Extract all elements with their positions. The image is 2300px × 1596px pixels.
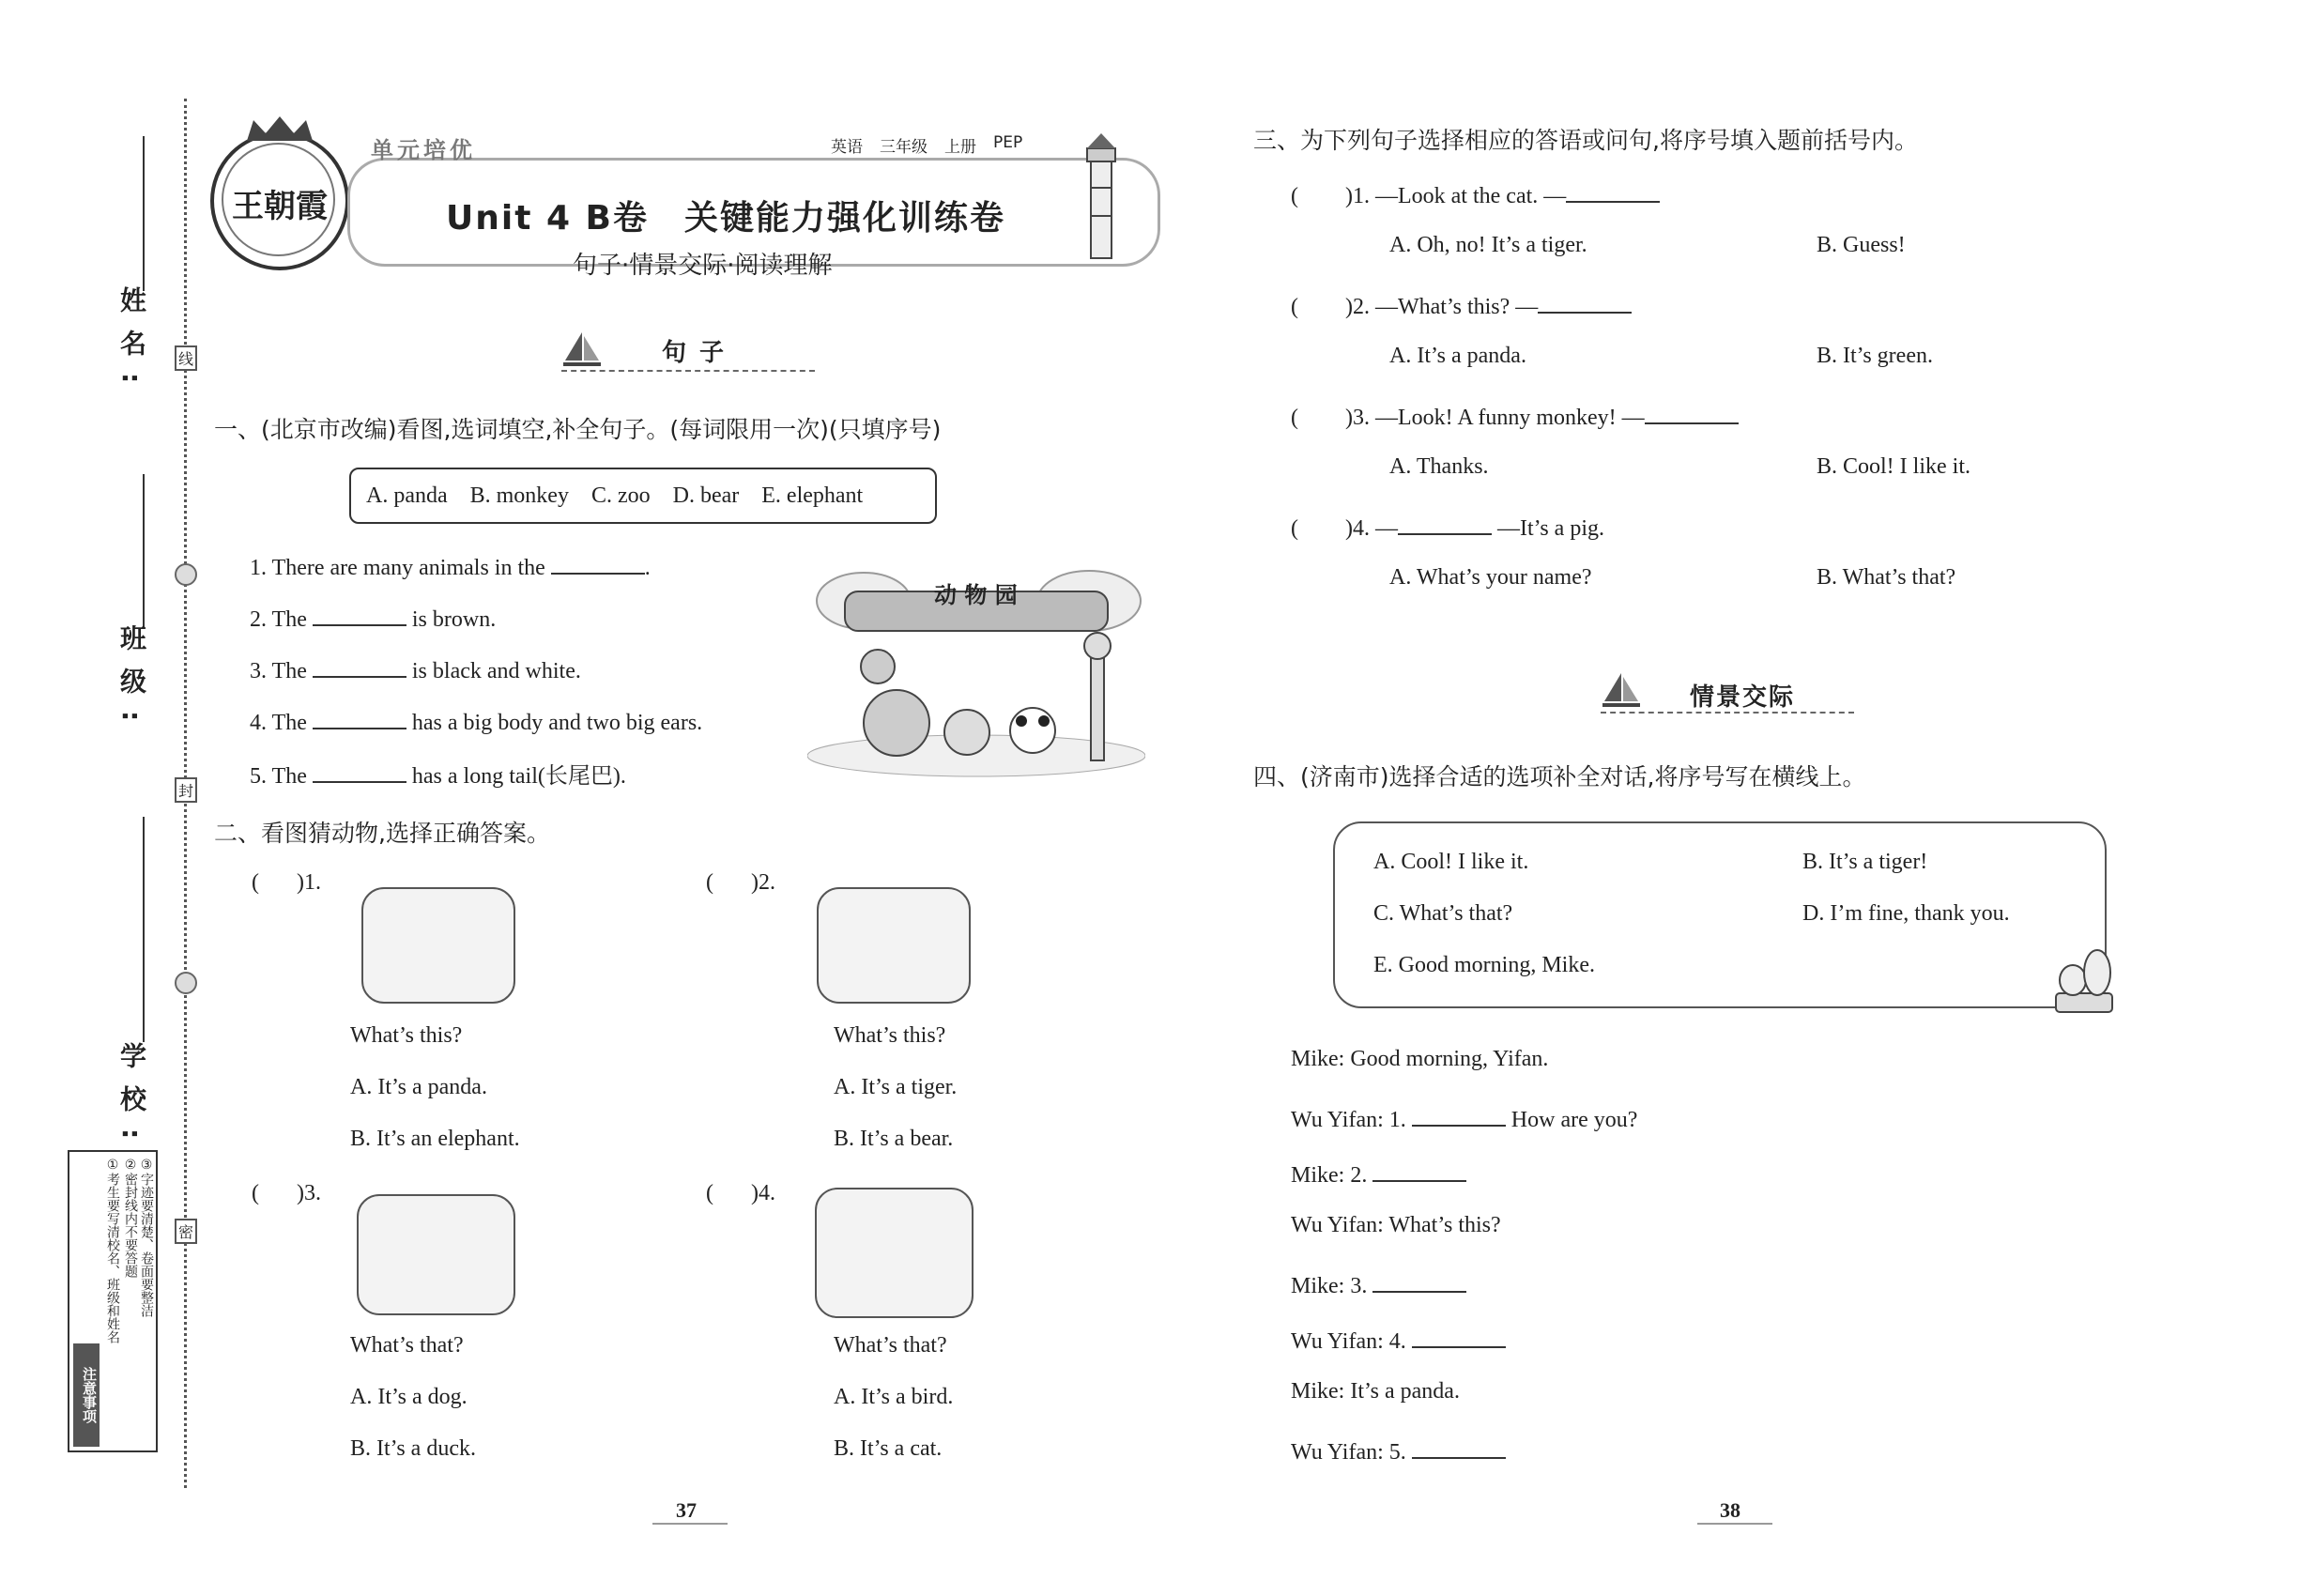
dialogue-line-2: Wu Yifan: 1. How are you? (1291, 1102, 1637, 1133)
q4-option-a: A. Cool! I like it. (1373, 850, 1529, 874)
q3-item-2-option-a: A. It’s a panda. (1389, 344, 1526, 368)
q2-item-2-option-b: B. It’s a bear. (834, 1127, 954, 1151)
q2-item-4-number: ( )4. (706, 1181, 775, 1205)
note-2: ②密封线内不要答题 (123, 1158, 138, 1278)
school-label: 学校: (116, 1042, 147, 1157)
notes-box (68, 1150, 158, 1452)
q3-item-3-option-b: B. Cool! I like it. (1817, 454, 1970, 479)
q2-item-2-number: ( )2. (706, 870, 775, 895)
q3-item-1-option-a: A. Oh, no! It’s a tiger. (1389, 233, 1587, 257)
page-title: Unit 4 B卷 关键能力强化训练卷 (446, 199, 1005, 238)
q4-option-e: E. Good morning, Mike. (1373, 953, 1595, 977)
meta-edition: PEP (993, 133, 1023, 152)
q2-item-1-number: ( )1. (252, 870, 321, 895)
q3-heading: 三、为下列句子选择相应的答语或问句,将序号填入题前括号内。 (1253, 127, 1918, 154)
q2-item-4-option-b: B. It’s a cat. (834, 1436, 943, 1461)
q1-heading: 一、(北京市改编)看图,选词填空,补全句子。(每词限用一次)(只填序号) (214, 416, 942, 443)
q2-item-3-option-a: A. It’s a dog. (350, 1385, 468, 1409)
answer-blank[interactable] (1645, 400, 1739, 424)
q2-item-3-question: What’s that? (350, 1333, 464, 1358)
zoo-illustration (807, 563, 1145, 779)
section-title-sentences: 句子 (662, 339, 738, 367)
q3-item-3-stem: ( )3. —Look! A funny monkey! — (1291, 400, 1739, 431)
answer-blank[interactable] (1412, 1324, 1506, 1348)
dialogue-line-5: Mike: 3. (1291, 1268, 1466, 1299)
dialogue-line-6: Wu Yifan: 4. (1291, 1324, 1506, 1355)
name-label: 姓名: (116, 286, 147, 401)
q3-item-2-option-b: B. It’s green. (1817, 344, 1933, 368)
class-label: 班级: (116, 624, 147, 739)
sailboat-icon (1601, 671, 1642, 711)
zoo-sign: 动 物 园 (934, 582, 1018, 608)
answer-blank[interactable] (1538, 289, 1632, 314)
page-number-right: 38 (1720, 1498, 1740, 1522)
q2-item-2-question: What’s this? (834, 1023, 946, 1048)
q4-heading: 四、(济南市)选择合适的选项补全对话,将序号写在横线上。 (1253, 763, 1866, 790)
seal-tag-secret: 密 (175, 1219, 197, 1244)
q2-heading: 二、看图猜动物,选择正确答案。 (214, 820, 550, 847)
meta-grade: 三年级 (880, 138, 928, 157)
answer-blank[interactable] (313, 759, 406, 783)
note-3: ③字迹要清楚、卷面要整洁 (139, 1158, 154, 1317)
puzzle-tiger-image (817, 887, 971, 1004)
q2-item-1-option-a: A. It’s a panda. (350, 1075, 487, 1099)
q2-item-3-number: ( )3. (252, 1181, 321, 1205)
q2-item-4-question: What’s that? (834, 1333, 947, 1358)
q2-item-1-question: What’s this? (350, 1023, 463, 1048)
puzzle-bird-image (815, 1188, 974, 1318)
lighthouse-icon (1078, 131, 1125, 263)
page-subtitle: 句子·情景交际·阅读理解 (573, 252, 833, 280)
section-underline (1601, 712, 1854, 714)
dialogue-line-7: Mike: It’s a panda. (1291, 1379, 1460, 1404)
q1-item-4: 4. The has a big body and two big ears. (250, 705, 702, 736)
dialogue-line-1: Mike: Good morning, Yifan. (1291, 1047, 1549, 1071)
answer-blank[interactable] (313, 602, 406, 626)
logo-text: 王朝霞 (232, 190, 328, 224)
binding-hole-icon (175, 563, 197, 586)
answer-blank[interactable] (313, 705, 406, 729)
q4-option-b: B. It’s a tiger! (1802, 850, 1928, 874)
seal-tag-seal: 封 (175, 777, 197, 803)
q3-item-1-option-b: B. Guess! (1817, 233, 1906, 257)
answer-blank[interactable] (313, 653, 406, 678)
page-number-ornament (1697, 1523, 1772, 1525)
binding-hole-icon (175, 972, 197, 994)
puzzle-elephant-image (361, 887, 515, 1004)
q3-item-3-option-a: A. Thanks. (1389, 454, 1489, 479)
sailboat-icon (561, 330, 603, 370)
q1-item-5: 5. The has a long tail(长尾巴). (250, 757, 626, 790)
note-1: ①考生要写清校名、班级和姓名 (105, 1158, 120, 1343)
answer-blank[interactable] (1372, 1158, 1466, 1182)
q3-item-4-option-a: A. What’s your name? (1389, 565, 1592, 590)
q1-item-2: 2. The is brown. (250, 602, 496, 633)
series-label: 单元培优 (371, 137, 476, 163)
seal-tag-line: 线 (175, 345, 197, 371)
section-title-situational: 情景交际 (1690, 683, 1796, 712)
answer-blank[interactable] (1398, 511, 1492, 535)
q3-item-4-option-b: B. What’s that? (1817, 565, 1956, 590)
page-number-ornament (652, 1523, 728, 1525)
q4-option-d: D. I’m fine, thank you. (1802, 901, 2010, 926)
brand-logo (210, 131, 349, 270)
q1-word-box: A. panda B. monkey C. zoo D. bear E. elephant (349, 468, 937, 524)
q2-item-3-option-b: B. It’s a duck. (350, 1436, 476, 1461)
q4-option-c: C. What’s that? (1373, 901, 1513, 926)
meta-row (831, 133, 1022, 157)
q3-item-2-stem: ( )2. —What’s this? — (1291, 289, 1632, 320)
q1-item-1: 1. There are many animals in the . (250, 550, 651, 581)
q3-item-4-stem: ( )4. — —It’s a pig. (1291, 511, 1604, 542)
answer-blank[interactable] (1566, 178, 1660, 203)
dialogue-line-3: Mike: 2. (1291, 1158, 1466, 1189)
dialogue-line-4: Wu Yifan: What’s this? (1291, 1213, 1501, 1237)
cactus-icon (2047, 939, 2122, 1014)
meta-term: 上册 (944, 138, 976, 157)
class-line (143, 474, 145, 629)
dialogue-line-8: Wu Yifan: 5. (1291, 1435, 1506, 1466)
answer-blank[interactable] (1412, 1102, 1506, 1127)
section-underline (561, 370, 815, 372)
name-line (143, 136, 145, 291)
q2-item-4-option-a: A. It’s a bird. (834, 1385, 954, 1409)
puzzle-duck-image (357, 1194, 515, 1315)
meta-subject: 英语 (831, 138, 863, 157)
q1-item-3: 3. The is black and white. (250, 653, 581, 684)
school-line (143, 817, 145, 1042)
q3-item-1-stem: ( )1. —Look at the cat. — (1291, 178, 1660, 209)
answer-blank[interactable] (1412, 1435, 1506, 1459)
q2-item-2-option-a: A. It’s a tiger. (834, 1075, 958, 1099)
page-number-left: 37 (676, 1498, 697, 1522)
notes-title: 注意事项 (73, 1343, 100, 1447)
answer-blank[interactable] (551, 550, 645, 575)
crown-icon (242, 115, 317, 143)
q2-item-1-option-b: B. It’s an elephant. (350, 1127, 520, 1151)
answer-blank[interactable] (1372, 1268, 1466, 1293)
